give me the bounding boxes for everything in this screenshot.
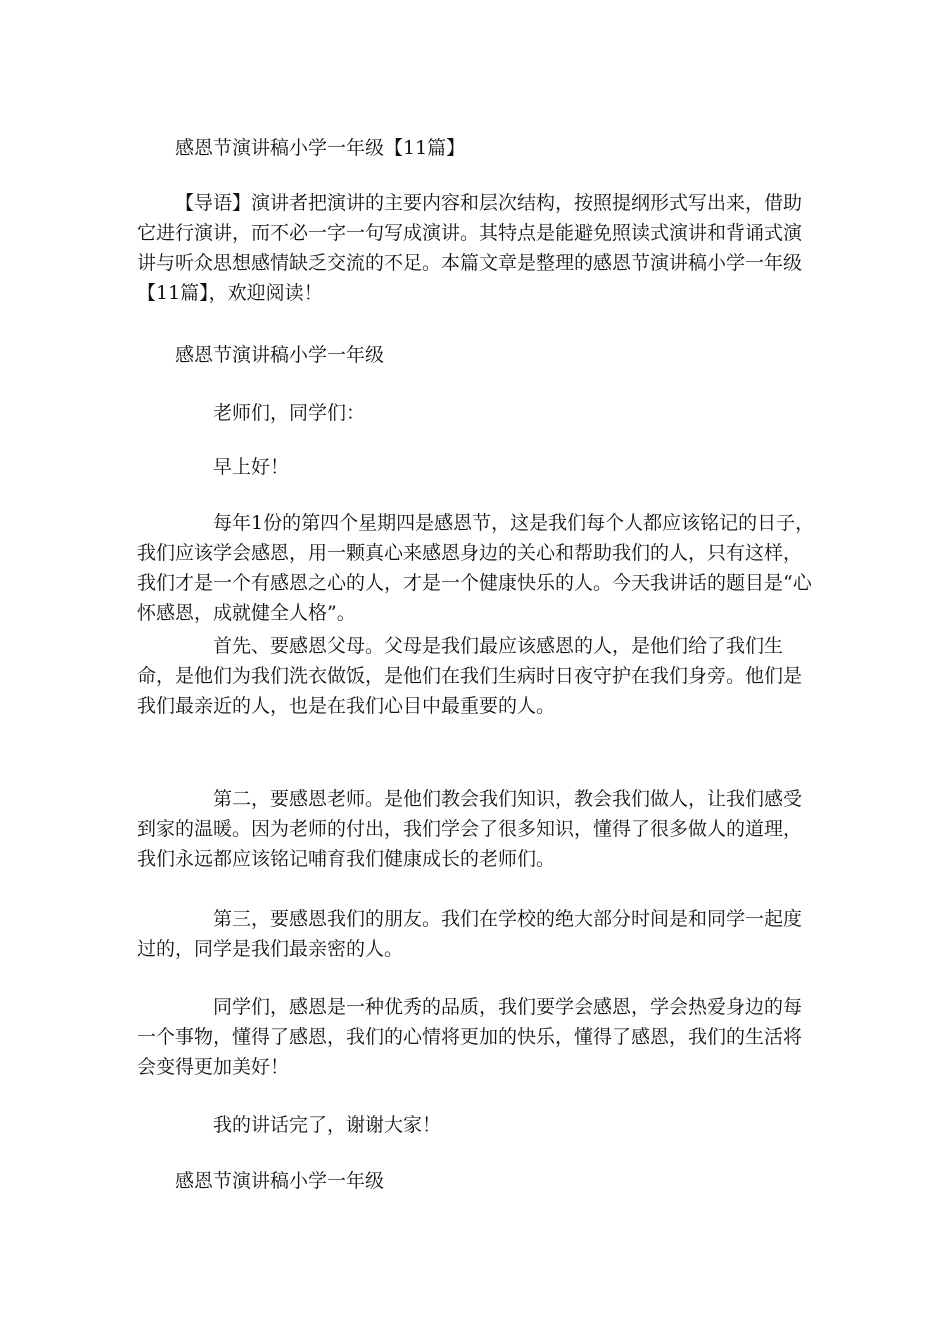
document-title: 感恩节演讲稿小学一年级【11篇】	[175, 137, 466, 159]
greeting: 早上好！	[213, 456, 290, 478]
section-heading: 感恩节演讲稿小学一年级	[175, 1170, 385, 1192]
closing-line: 我的讲话完了，谢谢大家！	[213, 1114, 442, 1136]
intro-paragraph: 【导语】演讲者把演讲的主要内容和层次结构，按照提纲形式写出来，借助它进行演讲，而不必一字一句写成演讲。其特点是能避免照读式演讲和背诵式演讲与听众思想感情缺乏交流的不足。本篇文章是整理的感恩节演讲稿小学一年级【11篇】，欢迎阅读！	[137, 192, 803, 304]
body-paragraph: 首先、要感恩父母。父母是我们最应该感恩的人，是他们给了我们生命，是他们为我们洗衣做饭，是他们在我们生病时日夜守护在我们身旁。他们是我们最亲近的人，也是在我们心目中最重要的人。	[137, 635, 803, 717]
body-paragraph: 第三，要感恩我们的朋友。我们在学校的绝大部分时间是和同学一起度过的，同学是我们最亲密的人。	[137, 908, 803, 960]
section-heading: 感恩节演讲稿小学一年级	[175, 344, 385, 366]
body-paragraph: 同学们，感恩是一种优秀的品质，我们要学会感恩，学会热爱身边的每一个事物，懂得了感恩，我们的心情将更加的快乐，懂得了感恩，我们的生活将会变得更加美好！	[137, 996, 803, 1078]
body-paragraph: 第二，要感恩老师。是他们教会我们知识，教会我们做人，让我们感受到家的温暖。因为老师的付出，我们学会了很多知识，懂得了很多做人的道理，我们永远都应该铭记哺育我们健康成长的老师们。	[137, 788, 803, 870]
salutation: 老师们，同学们：	[213, 402, 366, 424]
body-paragraph: 每年1份的第四个星期四是感恩节，这是我们每个人都应该铭记的日子，我们应该学会感恩，用一颗真心来感恩身边的关心和帮助我们的人，只有这样，我们才是一个有感恩之心的人，才是一个健康快乐的人。今天我讲话的题目是“心怀感恩，成就健全人格”。	[137, 512, 815, 624]
